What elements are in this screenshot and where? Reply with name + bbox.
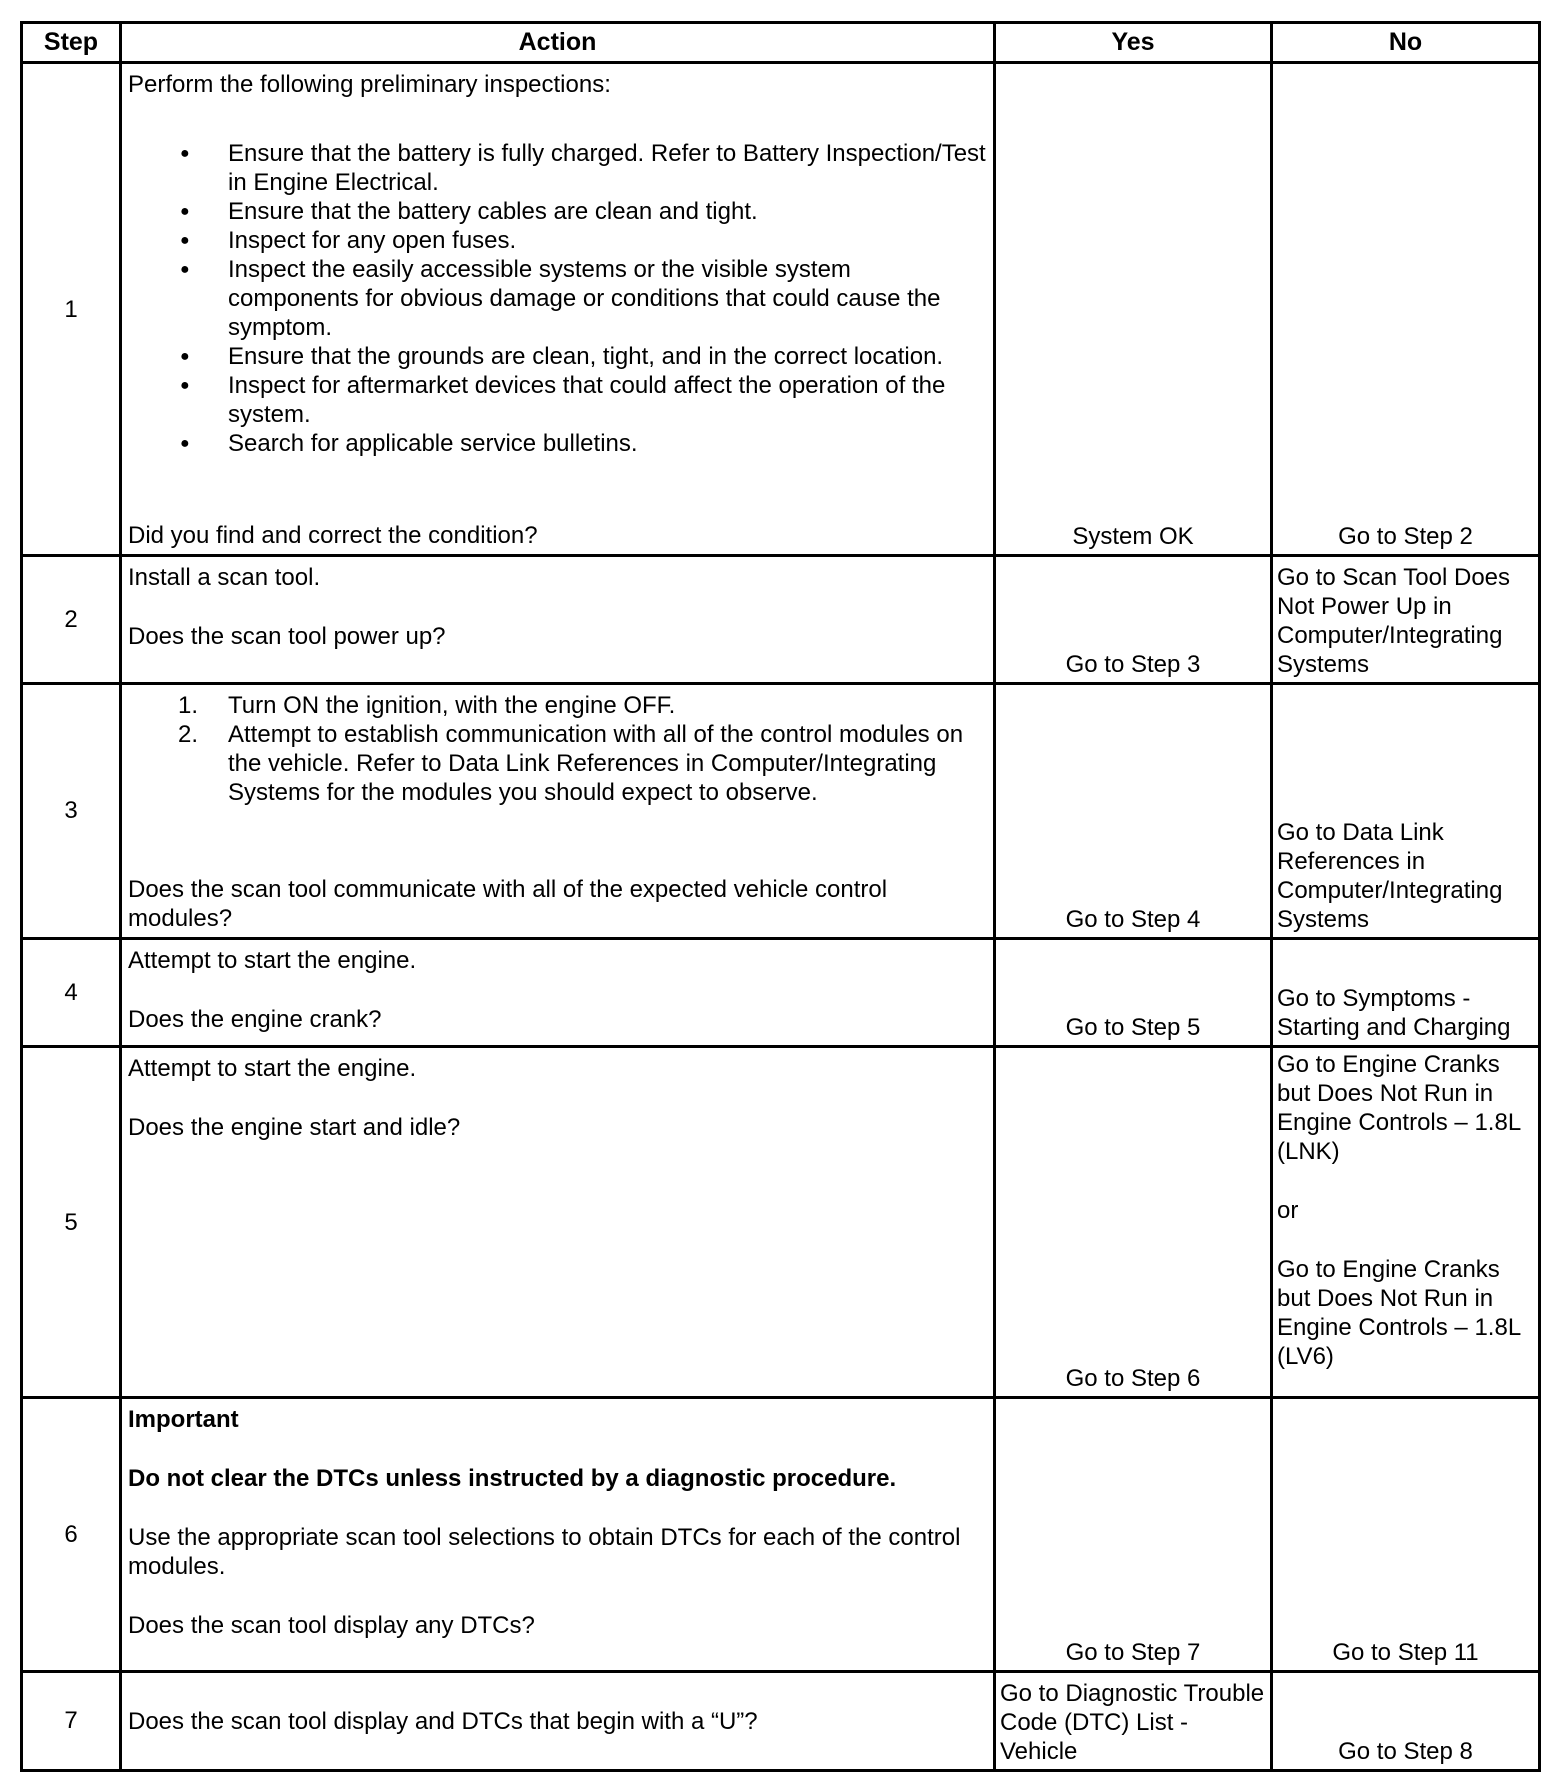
table-row: [22, 683, 1540, 938]
step-number: 4: [22, 938, 121, 1046]
action-question: Does the scan tool communicate with all of the expected vehicle control modules?: [128, 875, 888, 932]
no-option-a: Go to Engine Cranks but Does Not Run in Engine Controls – 1.8L (LNK): [1277, 1051, 1521, 1165]
list-item: ● Ensure that the battery is fully charged. Refer to Battery Inspection/Test in Engine Electrical.: [128, 139, 987, 197]
yes-result: Go to Step 3: [995, 556, 1272, 684]
table-row: [22, 556, 1540, 684]
procedure-list: [128, 691, 987, 807]
list-number: 1.: [178, 691, 199, 719]
action-cell: [121, 938, 995, 1046]
no-result: Go to Step 8: [1272, 1671, 1540, 1770]
table-row: [22, 938, 1540, 1046]
header-row: [22, 23, 1540, 63]
step-number: 1: [22, 63, 121, 556]
action-intro: Perform the following preliminary inspections:: [128, 71, 611, 98]
action-cell: [121, 1671, 995, 1770]
table-row: [22, 1047, 1540, 1398]
list-item: ● Inspect the easily accessible systems or the visible system components for obvious damage or conditions that could cause the symptom.: [128, 255, 987, 342]
warning-text: Do not clear the DTCs unless instructed by a diagnostic procedure.: [128, 1465, 897, 1493]
step-number: 3: [22, 683, 121, 938]
action-intro: Install a scan tool.: [128, 564, 321, 592]
list-item: ● Inspect for any open fuses.: [128, 226, 987, 255]
diagnostic-table: [20, 21, 1541, 1772]
yes-result: Go to Step 7: [995, 1398, 1272, 1671]
action-cell: [121, 63, 995, 556]
header-no: No: [1272, 23, 1540, 63]
list-item: ● Inspect for aftermarket devices that could affect the operation of the system.: [128, 371, 987, 429]
table-row: [22, 1671, 1540, 1770]
list-item: ● Search for applicable service bulletins.: [128, 429, 987, 458]
action-cell: [121, 556, 995, 684]
no-result: Go to Step 11: [1272, 1398, 1540, 1671]
header-action: Action: [121, 23, 995, 63]
action-cell: [121, 683, 995, 938]
inspection-list: [128, 139, 987, 458]
no-result: Go to Step 2: [1272, 63, 1540, 556]
important-label: Important: [128, 1406, 239, 1434]
action-question: Does the engine start and idle?: [128, 1114, 461, 1141]
action-intro: Attempt to start the engine.: [128, 1055, 417, 1082]
no-result: Go to Symptoms - Starting and Charging: [1272, 938, 1540, 1046]
yes-result: Go to Step 6: [995, 1047, 1272, 1398]
list-item: ● Ensure that the battery cables are clean and tight.: [128, 197, 987, 226]
step-number: 6: [22, 1398, 121, 1671]
list-number: 2.: [178, 720, 199, 748]
no-result: Go to Data Link References in Computer/Integrating Systems: [1272, 683, 1540, 938]
step-number: 2: [22, 556, 121, 684]
action-question: Did you find and correct the condition?: [128, 522, 538, 550]
action-intro: Attempt to start the engine.: [128, 946, 417, 974]
step-number: 5: [22, 1047, 121, 1398]
action-question: Does the scan tool display and DTCs that begin with a “U”?: [128, 1708, 758, 1736]
no-result: [1272, 1047, 1540, 1398]
list-text: Attempt to establish communication with all of the control modules on the vehicle. Refer to Data Link References in Computer/Integrating Systems for the modules you should expect to observe.: [228, 720, 964, 806]
yes-result: Go to Step 4: [995, 683, 1272, 938]
header-yes: Yes: [995, 23, 1272, 63]
yes-result: Go to Step 5: [995, 938, 1272, 1046]
no-or: or: [1277, 1197, 1299, 1224]
action-cell: [121, 1398, 995, 1671]
no-result: Go to Scan Tool Does Not Power Up in Computer/Integrating Systems: [1272, 556, 1540, 684]
table-row: [22, 1398, 1540, 1671]
yes-result: System OK: [995, 63, 1272, 556]
action-intro: Use the appropriate scan tool selections to obtain DTCs for each of the control modules.: [128, 1524, 961, 1581]
list-item: [128, 720, 987, 807]
action-question: Does the scan tool power up?: [128, 623, 446, 651]
action-question: Does the scan tool display any DTCs?: [128, 1612, 535, 1640]
header-step: Step: [22, 23, 121, 63]
list-item: ● Ensure that the grounds are clean, tight, and in the correct location.: [128, 342, 987, 371]
no-option-b: Go to Engine Cranks but Does Not Run in Engine Controls – 1.8L (LV6): [1277, 1256, 1521, 1370]
action-cell: [121, 1047, 995, 1398]
yes-result: Go to Diagnostic Trouble Code (DTC) List - Vehicle: [995, 1671, 1272, 1770]
step-number: 7: [22, 1671, 121, 1770]
action-question: Does the engine crank?: [128, 1005, 382, 1033]
list-text: Turn ON the ignition, with the engine OFF.: [228, 691, 676, 719]
list-item: [128, 691, 987, 720]
table-row: [22, 63, 1540, 556]
